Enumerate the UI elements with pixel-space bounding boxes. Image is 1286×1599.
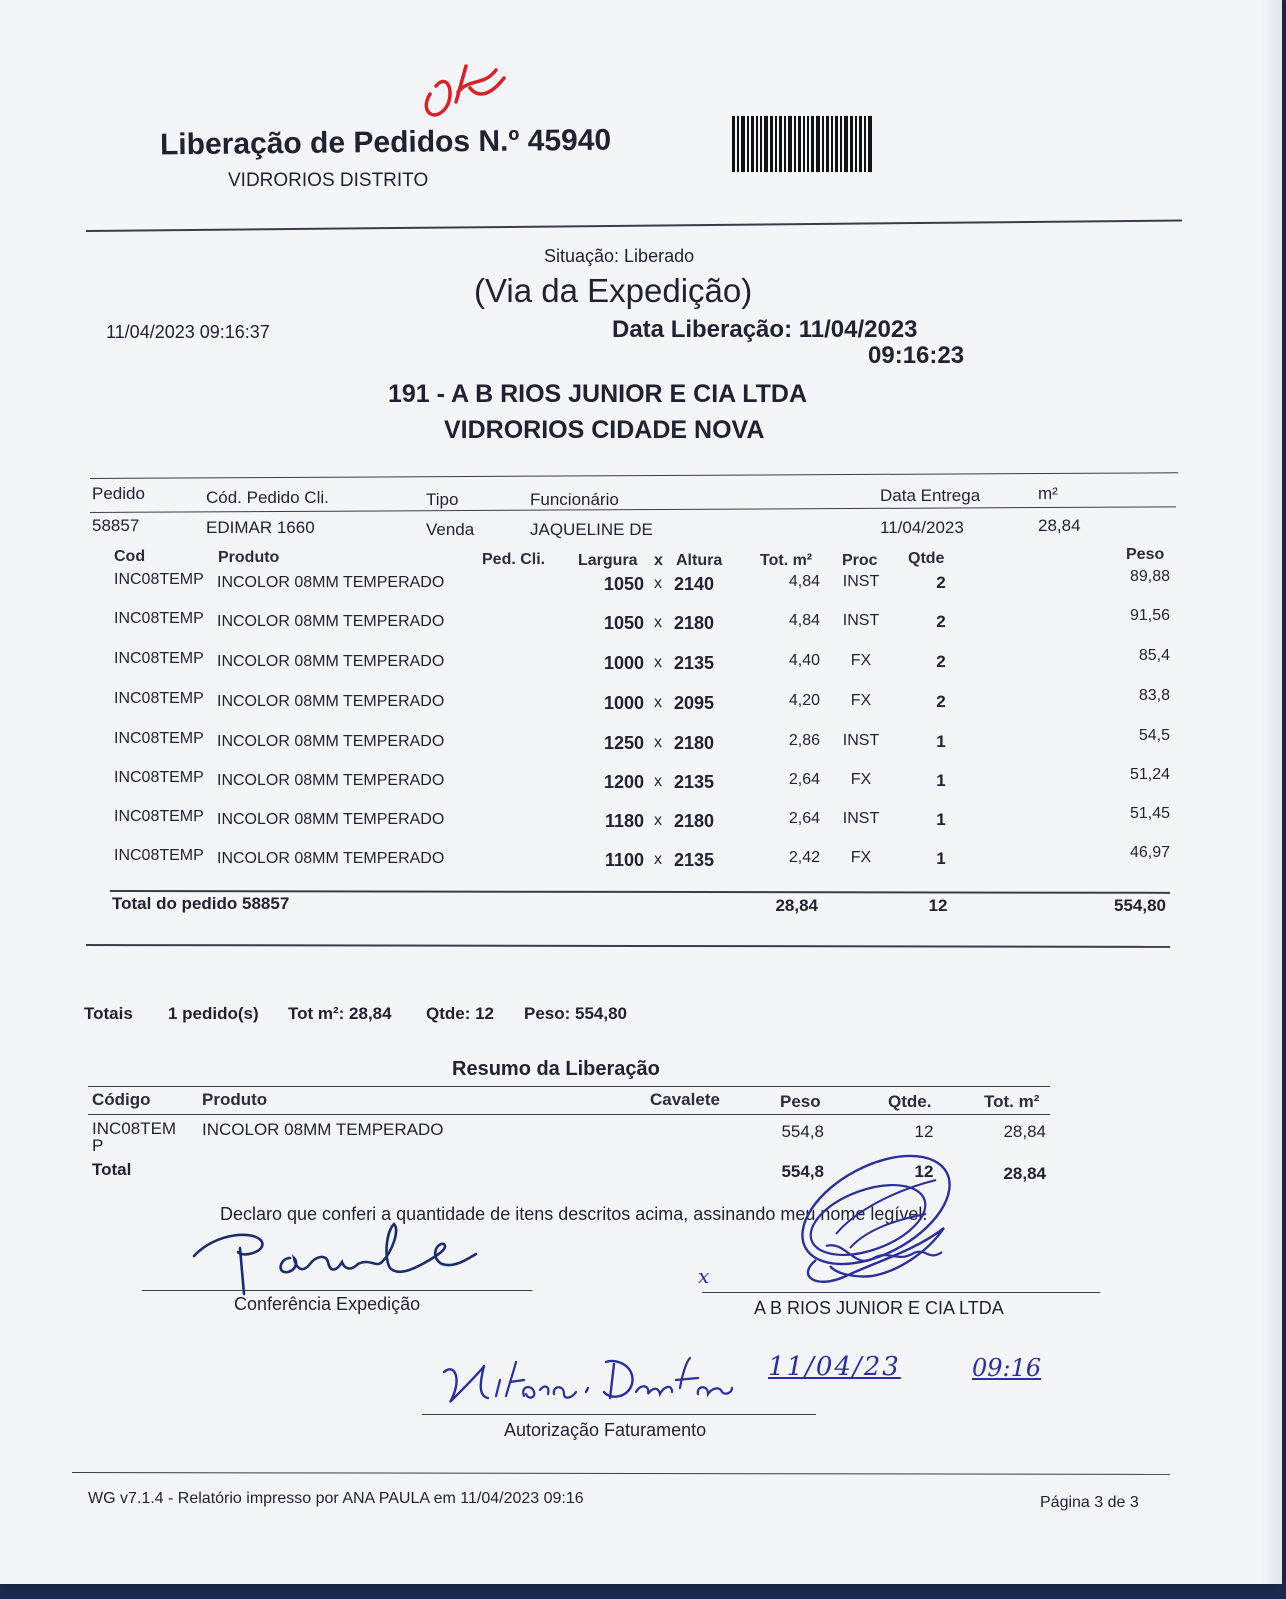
items-col-qtde: Qtde [908,550,945,567]
conferencia-sign-line [142,1290,532,1291]
item-proc: INST [842,612,880,629]
pedido-value: 58857 [92,516,140,535]
barcode-bar [798,116,801,172]
item-proc: FX [850,652,872,669]
item-qtde: 2 [936,692,946,711]
barcode-bar [807,116,809,172]
data-entrega-value: 11/04/2023 [880,518,964,537]
order-header-top-line [90,472,1178,479]
handwritten-time: 09:16 [972,1354,1042,1382]
cliente-sign-line [702,1292,1100,1293]
resumo-title: Resumo da Liberação [452,1058,660,1080]
cliente-name: 191 - A B RIOS JUNIOR E CIA LTDA [388,380,808,408]
col-data-entrega-header: Data Entrega [880,486,981,505]
divider-top [86,219,1182,232]
item-altura: 2135 [674,850,715,870]
item-tot-m2: 4,40 [788,652,820,669]
resumo-total-tot-m2: 28,84 [1003,1164,1046,1183]
faturamento-label: Autorização Faturamento [504,1420,707,1440]
item-peso: 91,56 [1129,607,1170,624]
items-col-tot-m2: Tot. m² [760,552,813,569]
item-largura: 1050 [603,613,644,633]
totais-peso: Peso: 554,80 [524,1004,628,1023]
barcode-bar [764,116,768,172]
barcode-bar [803,116,805,172]
resumo-row-tot-m2: 28,84 [1003,1122,1046,1141]
cliente-x-mark: x [698,1264,710,1288]
item-produto: INCOLOR 08MM TEMPERADO [217,772,445,789]
item-largura: 1000 [603,653,644,673]
item-altura: 2180 [674,811,715,831]
item-cod: INC08TEMP [114,808,204,825]
col-tipo-header: Tipo [426,490,459,509]
barcode-bar [859,116,862,172]
item-qtde: 2 [936,612,946,631]
item-x: x [654,654,662,671]
item-x: x [654,694,662,711]
item-altura: 2135 [674,653,715,673]
declaracao-text: Declaro que conferi a quantidade de itens descritos acima, assinando meu nome legível. [220,1204,928,1224]
resumo-col-peso: Peso [780,1092,821,1111]
resumo-total-label: Total [92,1160,132,1179]
resumo-top-line [88,1086,1050,1087]
conferencia-label: Conferência Expedição [234,1294,421,1314]
item-largura: 1180 [604,811,644,831]
item-cod: INC08TEMP [114,571,204,588]
barcode-bar [844,116,848,172]
item-proc: FX [850,692,872,709]
resumo-row-codigo: INC08TEMP [92,1119,177,1155]
barcode-bar [788,116,792,172]
faturamento-signature [436,1352,756,1420]
footer-left: WG v7.1.4 - Relatório impresso por ANA PAULA em 11/04/2023 09:16 [88,1490,584,1507]
item-altura: 2180 [674,733,715,753]
item-qtde: 2 [936,573,946,592]
resumo-total-peso: 554,8 [781,1162,824,1181]
item-tot-m2: 4,20 [788,692,820,709]
barcode-bar [775,116,777,172]
item-cod: INC08TEMP [114,690,204,707]
items-total-qtde: 12 [928,896,948,915]
items-total-peso: 554,80 [1114,896,1166,915]
hora-liberacao: 09:16:23 [868,342,965,369]
item-largura: 1250 [603,733,644,753]
item-x: x [654,575,662,592]
col-funcionario-header: Funcionário [530,490,619,509]
barcode-bar [816,116,820,172]
cod-pedido-value: EDIMAR 1660 [206,518,315,537]
totais-pedidos: 1 pedido(s) [168,1004,259,1023]
item-produto: INCOLOR 08MM TEMPERADO [217,850,445,867]
resumo-header-line [88,1114,1050,1115]
data-liberacao: Data Liberação: 11/04/2023 [612,316,918,343]
print-datetime: 11/04/2023 09:16:37 [106,322,270,342]
barcode-bar [747,116,749,172]
item-tot-m2: 2,64 [788,771,820,788]
handwritten-date: 11/04/23 [768,1352,901,1382]
item-tot-m2: 4,84 [788,573,820,590]
barcode-bar [741,116,745,172]
barcode-bar [784,116,786,172]
loja-name: VIDRORIOS CIDADE NOVA [444,416,765,444]
items-col-peso: Peso [1126,546,1165,563]
m2-value: 28,84 [1038,516,1081,535]
resumo-total-qtde: 12 [914,1162,934,1181]
col-pedido-header: Pedido [92,484,145,503]
footer-page-number: Página 3 de 3 [1040,1494,1139,1511]
barcode-bar [855,116,857,172]
item-peso: 83,8 [1138,687,1170,704]
item-tot-m2: 2,42 [788,849,820,866]
ok-stamp-mark [408,26,518,128]
col-cod-pedido-header: Cód. Pedido Cli. [206,488,329,507]
conferencia-signature [186,1218,486,1298]
items-col-altura: Altura [676,552,723,569]
barcode-bar [732,116,735,172]
resumo-row-peso: 554,8 [781,1122,824,1141]
item-largura: 1000 [603,693,644,713]
cliente-signature [776,1150,966,1298]
item-cod: INC08TEMP [114,610,204,627]
barcode-bar [760,116,762,172]
item-produto: INCOLOR 08MM TEMPERADO [217,574,445,591]
item-largura: 1050 [603,574,644,594]
barcode-bar [850,116,853,172]
resumo-row-produto: INCOLOR 08MM TEMPERADO [202,1120,444,1139]
item-x: x [654,614,662,631]
item-proc: INST [842,810,880,827]
item-produto: INCOLOR 08MM TEMPERADO [217,693,445,710]
via-label: (Via da Expedição) [474,272,753,309]
item-x: x [654,734,662,751]
item-proc: INST [842,732,880,749]
item-qtde: 2 [936,652,946,671]
totais-tot-m2: Tot m²: 28,84 [288,1004,392,1023]
resumo-col-codigo: Código [92,1090,151,1109]
item-cod: INC08TEMP [114,650,204,667]
items-col-x: x [654,552,663,569]
item-produto: INCOLOR 08MM TEMPERADO [217,653,445,670]
barcode-bar [779,116,782,172]
item-peso: 89,88 [1129,568,1170,585]
item-peso: 46,97 [1129,844,1170,861]
totais-label: Totais [84,1004,133,1023]
item-altura: 2095 [674,693,715,713]
item-produto: INCOLOR 08MM TEMPERADO [217,811,445,828]
item-produto: INCOLOR 08MM TEMPERADO [217,613,445,630]
item-cod: INC08TEMP [114,730,204,747]
item-qtde: 1 [936,849,946,868]
barcode-bar [811,116,814,172]
items-col-proc: Proc [842,552,878,569]
funcionario-value: JAQUELINE DE [530,520,653,539]
barcode-bar [826,116,829,172]
items-col-cod: Cod [114,548,146,565]
document-title: Liberação de Pedidos N.º 45940 [159,123,612,162]
situacao-label: Situação: Liberado [544,246,695,266]
document-subtitle: VIDRORIOS DISTRITO [228,170,429,191]
barcode-bar [794,116,796,172]
footer-line [72,1472,1170,1475]
item-qtde: 1 [936,771,946,790]
barcode-bar [770,116,773,172]
item-cod: INC08TEMP [114,847,204,864]
item-proc: INST [842,573,880,590]
item-largura: 1200 [603,772,644,792]
item-peso: 51,24 [1129,766,1170,783]
item-x: x [654,812,662,829]
item-qtde: 1 [936,732,946,751]
totais-qtde: Qtde: 12 [426,1004,495,1023]
item-altura: 2140 [674,574,715,594]
barcode-bar [864,116,866,172]
barcode-bar [840,116,842,172]
col-m2-header: m² [1038,484,1058,503]
resumo-col-cavalete: Cavalete [650,1090,720,1109]
cliente-label: A B RIOS JUNIOR E CIA LTDA [754,1298,1004,1318]
item-altura: 2180 [674,613,715,633]
resumo-col-qtde: Qtde. [888,1092,932,1111]
tipo-value: Venda [426,520,475,539]
barcode-bar [831,116,833,172]
item-peso: 51,45 [1129,805,1170,822]
item-altura: 2135 [674,772,715,792]
item-proc: FX [850,849,872,866]
item-tot-m2: 2,86 [788,732,820,749]
item-x: x [654,851,662,868]
divider-after-items [86,944,1170,948]
item-peso: 54,5 [1138,727,1170,744]
items-total-m2: 28,84 [775,896,818,915]
item-peso: 85,4 [1138,647,1170,664]
items-total-label: Total do pedido 58857 [112,894,290,913]
item-largura: 1100 [604,850,644,870]
items-col-ped-cli: Ped. Cli. [482,551,546,568]
barcode-bar [835,116,838,172]
barcode-bar [822,116,824,172]
items-col-produto: Produto [218,549,280,566]
barcode-bar [737,116,739,172]
items-col-largura: Largura [578,552,638,569]
item-x: x [654,773,662,790]
resumo-col-tot-m2: Tot. m² [984,1092,1040,1111]
item-tot-m2: 2,64 [788,810,820,827]
barcode-bar [756,116,758,172]
resumo-row-qtde: 12 [914,1122,934,1141]
item-proc: FX [850,771,872,788]
item-qtde: 1 [936,810,946,829]
item-tot-m2: 4,84 [788,612,820,629]
item-cod: INC08TEMP [114,769,204,786]
barcode [732,116,924,172]
resumo-col-produto: Produto [202,1090,268,1109]
faturamento-sign-line [422,1414,816,1415]
item-produto: INCOLOR 08MM TEMPERADO [217,733,445,750]
barcode-bar [751,116,754,172]
barcode-bar [868,116,872,172]
